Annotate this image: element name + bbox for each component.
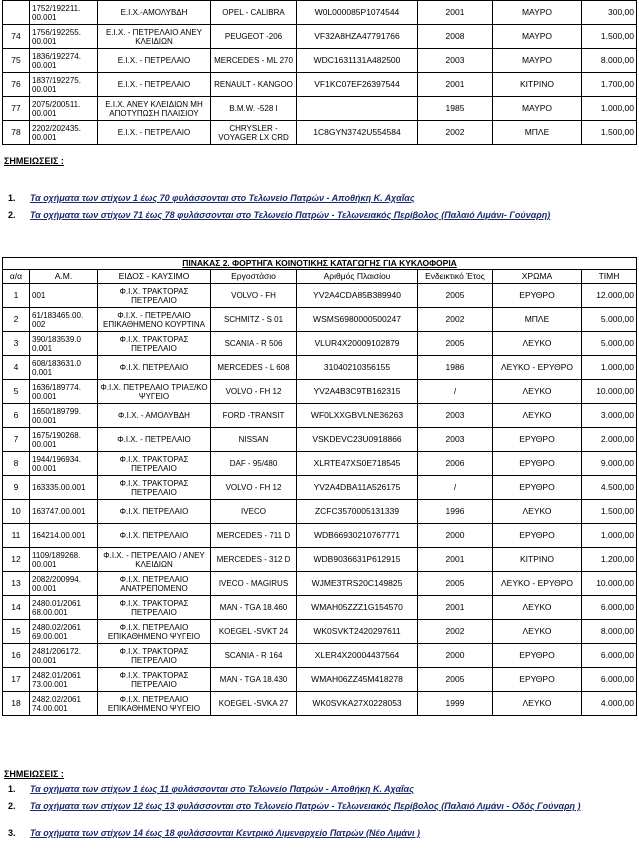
cell-price: 1.200,00 [582, 548, 637, 572]
cell-chassis: WSMS6980000500247 [297, 308, 418, 332]
table-row [3, 380, 637, 404]
cell-am: 1109/189268. 00.001 [30, 548, 98, 572]
cell-color: ΚΙΤΡΙΝΟ [493, 73, 582, 97]
cell-year: 2005 [418, 284, 493, 308]
cell-chassis [297, 97, 418, 121]
table-row [3, 452, 637, 476]
cell-type: Φ.Ι.Χ. ΠΕΤΡΕΛΑΙΟ ΑΝΑΤΡΕΠΟΜΕΝΟ [98, 572, 211, 596]
cell-factory: NISSAN [211, 428, 297, 452]
cell-price: 300,00 [582, 1, 637, 25]
cell-factory: KOEGEL -SVKA 27 [211, 692, 297, 716]
cell-aa: 18 [3, 692, 30, 716]
table-row [3, 428, 637, 452]
cell-factory: MAN - TGA 18.460 [211, 596, 297, 620]
note-number: 2. [8, 801, 16, 811]
notes-title-2: ΣΗΜΕΙΩΣΕΙΣ : [4, 769, 64, 779]
cell-aa: 7 [3, 428, 30, 452]
cell-type: Ε.Ι.Χ. - ΠΕΤΡΕΛΑΙΟ [98, 121, 211, 145]
notes-title-1: ΣΗΜΕΙΩΣΕΙΣ : [4, 156, 64, 166]
cell-price: 4.500,00 [582, 476, 637, 500]
note-item [8, 193, 628, 204]
cell-am: 164214.00.001 [30, 524, 98, 548]
note-text: Τα οχήματα των στίχων 1 έως 11 φυλάσσονται στο Τελωνείο Πατρών - Αποθήκη Κ. Αχαΐας [30, 784, 414, 794]
note-text: Τα οχήματα των στίχων 12 έως 13 φυλάσσονται στο Τελωνείο Πατρών - Τελωνειακός Περίβολος (Παλαιό Λιμάνι - Οδός Γούναρη ) [30, 801, 581, 811]
cell-am: 1650/189799. 00.001 [30, 404, 98, 428]
cell-year: 2008 [418, 25, 493, 49]
cell-am: 1944/196934. 00.001 [30, 452, 98, 476]
cell-chassis: YV2A4CDA85B389940 [297, 284, 418, 308]
cell-color: ΜΠΛΕ [493, 121, 582, 145]
cell-type: Φ.Ι.Χ. ΤΡΑΚΤΟΡΑΣ ΠΕΤΡΕΛΑΙΟ [98, 452, 211, 476]
cell-factory: MAN - TGA 18.430 [211, 668, 297, 692]
cell-year: 2001 [418, 596, 493, 620]
cell-year: 1985 [418, 97, 493, 121]
cell-price: 8.000,00 [582, 49, 637, 73]
cell-year: 2000 [418, 644, 493, 668]
cell-aa: 4 [3, 356, 30, 380]
cell-factory: SCANIA - R 164 [211, 644, 297, 668]
cell-factory: KOEGEL -SVKT 24 [211, 620, 297, 644]
table-row [3, 284, 637, 308]
cell-color: ΕΡΥΘΡΟ [493, 428, 582, 452]
cell-chassis: YV2A4DBA11A526175 [297, 476, 418, 500]
cell-am: 001 [30, 284, 98, 308]
cell-type: Ε.Ι.Χ. - ΠΕΤΡΕΛΑΙΟ [98, 49, 211, 73]
cell-chassis: WMAH05ZZZ1G154570 [297, 596, 418, 620]
cell-type: Φ.Ι.Χ. ΠΕΤΡΕΛΑΙΟ ΕΠΙΚΑΘΗΜΕΝΟ ΨΥΓΕΙΟ [98, 620, 211, 644]
cell-color: ΛΕΥΚΟ [493, 692, 582, 716]
column-header: ΧΡΩΜΑ [493, 270, 582, 284]
note-number: 3. [8, 828, 16, 838]
cell-year: 2005 [418, 332, 493, 356]
cell-type: Φ.Ι.Χ. - ΠΕΤΡΕΛΑΙΟ [98, 428, 211, 452]
cell-year: 2002 [418, 620, 493, 644]
cell-factory: MERCEDES - 312 D [211, 548, 297, 572]
cell-color: ΜΑΥΡΟ [493, 97, 582, 121]
cell-type: Ε.Ι.Χ. ΑΝΕΥ ΚΛΕΙΔΙΩΝ ΜΗ ΑΠΟΤΥΠΩΣΗ ΠΛΑΙΣΙΟΥ [98, 97, 211, 121]
cell-type: Φ.Ι.Χ. ΤΡΑΚΤΟΡΑΣ ΠΕΤΡΕΛΑΙΟ [98, 284, 211, 308]
cell-am: 2481/206172. 00.001 [30, 644, 98, 668]
cell-color: ΕΡΥΘΡΟ [493, 524, 582, 548]
cell-color: ΛΕΥΚΟ [493, 404, 582, 428]
table-row [3, 73, 637, 97]
cell-factory: MERCEDES - 711 D [211, 524, 297, 548]
cell-aa: 16 [3, 644, 30, 668]
cell-factory: VOLVO - FH [211, 284, 297, 308]
cell-aa: 3 [3, 332, 30, 356]
cell-am: 1836/192274. 00.001 [30, 49, 98, 73]
cell-color: ΕΡΥΘΡΟ [493, 452, 582, 476]
note-item [8, 828, 628, 839]
cell-am: 1675/190268. 00.001 [30, 428, 98, 452]
cell-year: / [418, 476, 493, 500]
cell-color: ΜΑΥΡΟ [493, 49, 582, 73]
table-row [3, 1, 637, 25]
cell-year: / [418, 380, 493, 404]
cell-aa: 76 [3, 73, 30, 97]
cell-color: ΛΕΥΚΟ [493, 500, 582, 524]
cell-price: 4.000,00 [582, 692, 637, 716]
cell-year: 2005 [418, 668, 493, 692]
column-header: Α.Μ. [30, 270, 98, 284]
cell-aa: 11 [3, 524, 30, 548]
cell-factory: MERCEDES - ML 270 [211, 49, 297, 73]
table-row [3, 404, 637, 428]
cell-type: Φ.Ι.Χ. ΠΕΤΡΕΛΑΙΟ [98, 356, 211, 380]
cell-color: ΕΡΥΘΡΟ [493, 476, 582, 500]
cell-am: 163335.00.001 [30, 476, 98, 500]
cell-factory: IVECO - MAGIRUS [211, 572, 297, 596]
note-text: Τα οχήματα των στίχων 71 έως 78 φυλάσσονται στο Τελωνείο Πατρών - Τελωνειακός Περίβολος (Παλαιό Λιμάνι- Γούναρη) [30, 210, 551, 220]
cell-chassis: W0L000085P1074544 [297, 1, 418, 25]
cell-year: 2002 [418, 308, 493, 332]
cell-factory: FORD -TRANSIT [211, 404, 297, 428]
table-row [3, 332, 637, 356]
cell-type: Ε.Ι.Χ. - ΠΕΤΡΕΛΑΙΟ [98, 73, 211, 97]
cell-am: 163747.00.001 [30, 500, 98, 524]
cell-chassis: WK0SVKA27X0228053 [297, 692, 418, 716]
cell-chassis: 1C8GYN3742U554584 [297, 121, 418, 145]
cell-price: 6.000,00 [582, 596, 637, 620]
note-item [8, 801, 628, 812]
note-number: 2. [8, 210, 16, 220]
table-row [3, 25, 637, 49]
cell-year: 2000 [418, 524, 493, 548]
cell-chassis: WJME3TRS20C149825 [297, 572, 418, 596]
cell-am: 2075/200511. 00.001 [30, 97, 98, 121]
cell-type: Φ.Ι.Χ. ΠΕΤΡΕΛΑΙΟ [98, 500, 211, 524]
cell-factory: DAF - 95/480 [211, 452, 297, 476]
cell-aa: 2 [3, 308, 30, 332]
cell-chassis: 31040210356155 [297, 356, 418, 380]
cell-type: Φ.Ι.Χ. - ΠΕΤΡΕΛΑΙΟ ΕΠΙΚΑΘΗΜΕΝΟ ΚΟΥΡΤΙΝΑ [98, 308, 211, 332]
cell-color: ΜΑΥΡΟ [493, 1, 582, 25]
table-2-title: ΠΙΝΑΚΑΣ 2. ΦΟΡΤΗΓΑ ΚΟΙΝΟΤΙΚΗΣ ΚΑΤΑΓΩΓΗΣ ΓΙΑ ΚΥΚΛΟΦΟΡΙΑ [3, 258, 637, 270]
cell-color: ΛΕΥΚΟ [493, 380, 582, 404]
column-header: Εργοστάσιο [211, 270, 297, 284]
cell-year: 1999 [418, 692, 493, 716]
cell-aa: 13 [3, 572, 30, 596]
cell-chassis: WK0SVKT2420297611 [297, 620, 418, 644]
cell-factory: VOLVO - FH 12 [211, 476, 297, 500]
cell-color: ΛΕΥΚΟ - ΕΡΥΘΡΟ [493, 572, 582, 596]
cell-type: Φ.Ι.Χ. ΠΕΤΡΕΛΑΙΟ ΤΡΙΑΞ/ΚΟ ΨΥΓΕΙΟ [98, 380, 211, 404]
cell-aa: 1 [3, 284, 30, 308]
cell-price: 5.000,00 [582, 308, 637, 332]
cell-am: 2202/202435. 00.001 [30, 121, 98, 145]
cell-chassis: VSKDEVC23U0918866 [297, 428, 418, 452]
cell-price: 12.000,00 [582, 284, 637, 308]
cell-type: Φ.Ι.Χ. - ΑΜΟΛΥΒΔΗ [98, 404, 211, 428]
cell-factory: B.M.W. -528 I [211, 97, 297, 121]
cell-factory: CHRYSLER - VOYAGER LX CRD [211, 121, 297, 145]
cell-factory: RENAULT - KANGOO [211, 73, 297, 97]
column-header: Αριθμός Πλαισίου [297, 270, 418, 284]
cell-chassis: WF0LXXGBVLNE36263 [297, 404, 418, 428]
cell-chassis: XLER4X20004437564 [297, 644, 418, 668]
cell-price: 1.000,00 [582, 356, 637, 380]
cell-year: 1986 [418, 356, 493, 380]
cell-am: 2482.02/2061 74.00.001 [30, 692, 98, 716]
cell-color: ΕΡΥΘΡΟ [493, 284, 582, 308]
table-row [3, 476, 637, 500]
note-item [8, 784, 628, 795]
cell-year: 2006 [418, 452, 493, 476]
table-row [3, 308, 637, 332]
note-text: Τα οχήματα των στίχων 1 έως 70 φυλάσσονται στο Τελωνείο Πατρών - Αποθήκη Κ. Αχαΐας [30, 193, 415, 203]
cell-type: Ε.Ι.Χ. - ΠΕΤΡΕΛΑΙΟ ΑΝΕΥ ΚΛΕΙΔΙΩΝ [98, 25, 211, 49]
cell-am: 608/183631.0 0.001 [30, 356, 98, 380]
cell-price: 1.500,00 [582, 25, 637, 49]
cell-chassis: ZCFC3570005131339 [297, 500, 418, 524]
cell-aa: 8 [3, 452, 30, 476]
cell-type: Ε.Ι.Χ.-ΑΜΟΛΥΒΔΗ [98, 1, 211, 25]
table-row [3, 668, 637, 692]
cell-year: 2001 [418, 548, 493, 572]
cell-year: 2001 [418, 73, 493, 97]
cell-aa: 15 [3, 620, 30, 644]
table-row [3, 500, 637, 524]
cell-color: ΕΡΥΘΡΟ [493, 644, 582, 668]
cell-am: 2082/200994. 00.001 [30, 572, 98, 596]
table-row [3, 644, 637, 668]
cell-chassis: WDB9036631P612915 [297, 548, 418, 572]
cell-aa: 74 [3, 25, 30, 49]
table-row [3, 692, 637, 716]
note-number: 1. [8, 193, 16, 203]
cell-aa: 78 [3, 121, 30, 145]
cell-am: 2480.02/2061 69.00.001 [30, 620, 98, 644]
cell-color: ΜΠΛΕ [493, 308, 582, 332]
table-row [3, 121, 637, 145]
cell-am: 1752/192211. 00.001 [30, 1, 98, 25]
cell-year: 1996 [418, 500, 493, 524]
table-row [3, 572, 637, 596]
column-header: α/α [3, 270, 30, 284]
cell-am: 1756/192255. 00.001 [30, 25, 98, 49]
cell-type: Φ.Ι.Χ. ΤΡΑΚΤΟΡΑΣ ΠΕΤΡΕΛΑΙΟ [98, 596, 211, 620]
cell-chassis: VF32A8HZA47791766 [297, 25, 418, 49]
cell-price: 6.000,00 [582, 644, 637, 668]
cell-year: 2005 [418, 572, 493, 596]
cell-type: Φ.Ι.Χ. ΤΡΑΚΤΟΡΑΣ ΠΕΤΡΕΛΑΙΟ [98, 476, 211, 500]
cell-aa: 9 [3, 476, 30, 500]
cell-price: 1.500,00 [582, 500, 637, 524]
vehicles-table-2 [2, 257, 637, 716]
cell-aa: 12 [3, 548, 30, 572]
cell-factory: SCANIA - R 506 [211, 332, 297, 356]
column-header: ΤΙΜΗ [582, 270, 637, 284]
cell-color: ΚΙΤΡΙΝΟ [493, 548, 582, 572]
cell-chassis: WMAH06ZZ45M418278 [297, 668, 418, 692]
cell-am: 390/183539.0 0.001 [30, 332, 98, 356]
cell-chassis: YV2A4B3C9TB162315 [297, 380, 418, 404]
cell-chassis: XLRTE47XS0E718545 [297, 452, 418, 476]
cell-year: 2003 [418, 428, 493, 452]
vehicles-table-1 [2, 0, 637, 145]
cell-am: 1837/192275. 00.001 [30, 73, 98, 97]
cell-type: Φ.Ι.Χ. ΠΕΤΡΕΛΑΙΟ ΕΠΙΚΑΘΗΜΕΝΟ ΨΥΓΕΙΟ [98, 692, 211, 716]
cell-year: 2003 [418, 404, 493, 428]
cell-chassis: VF1KC07EF26397544 [297, 73, 418, 97]
cell-factory: MERCEDES - L 608 [211, 356, 297, 380]
note-number: 1. [8, 784, 16, 794]
cell-aa [3, 1, 30, 25]
cell-price: 10.000,00 [582, 572, 637, 596]
cell-factory: PEUGEOT -206 [211, 25, 297, 49]
cell-am: 61/183465.00. 002 [30, 308, 98, 332]
table-row [3, 596, 637, 620]
table-row [3, 548, 637, 572]
cell-aa: 17 [3, 668, 30, 692]
cell-price: 1.000,00 [582, 97, 637, 121]
cell-aa: 10 [3, 500, 30, 524]
column-header: Ενδεικτικό Έτος [418, 270, 493, 284]
cell-price: 8.000,00 [582, 620, 637, 644]
cell-price: 10.000,00 [582, 380, 637, 404]
column-header: ΕΙΔΟΣ - ΚΑΥΣΙΜΟ [98, 270, 211, 284]
note-item [8, 210, 628, 221]
cell-price: 3.000,00 [582, 404, 637, 428]
cell-color: ΛΕΥΚΟ [493, 620, 582, 644]
cell-color: ΛΕΥΚΟ [493, 596, 582, 620]
cell-price: 9.000,00 [582, 452, 637, 476]
cell-aa: 6 [3, 404, 30, 428]
cell-price: 2.000,00 [582, 428, 637, 452]
cell-price: 6.000,00 [582, 668, 637, 692]
cell-aa: 5 [3, 380, 30, 404]
cell-year: 2002 [418, 121, 493, 145]
cell-price: 5.000,00 [582, 332, 637, 356]
cell-factory: OPEL - CALIBRA [211, 1, 297, 25]
cell-color: ΛΕΥΚΟ [493, 332, 582, 356]
cell-am: 2482.01/2061 73.00.001 [30, 668, 98, 692]
cell-am: 1636/189774. 00.001 [30, 380, 98, 404]
cell-aa: 77 [3, 97, 30, 121]
table-row [3, 49, 637, 73]
cell-type: Φ.Ι.Χ. - ΠΕΤΡΕΛΑΙΟ / ΑΝΕΥ ΚΛΕΙΔΙΩΝ [98, 548, 211, 572]
cell-type: Φ.Ι.Χ. ΤΡΑΚΤΟΡΑΣ ΠΕΤΡΕΛΑΙΟ [98, 332, 211, 356]
cell-chassis: WDC1631131A482500 [297, 49, 418, 73]
cell-aa: 14 [3, 596, 30, 620]
cell-factory: SCHMITZ - S 01 [211, 308, 297, 332]
cell-price: 1.000,00 [582, 524, 637, 548]
cell-price: 1.500,00 [582, 121, 637, 145]
cell-color: ΕΡΥΘΡΟ [493, 668, 582, 692]
cell-factory: VOLVO - FH 12 [211, 380, 297, 404]
cell-price: 1.700,00 [582, 73, 637, 97]
cell-chassis: WDB66930210767771 [297, 524, 418, 548]
table-row [3, 97, 637, 121]
table-row [3, 620, 637, 644]
table-row [3, 356, 637, 380]
cell-type: Φ.Ι.Χ. ΤΡΑΚΤΟΡΑΣ ΠΕΤΡΕΛΑΙΟ [98, 668, 211, 692]
cell-am: 2480.01/2061 68.00.001 [30, 596, 98, 620]
note-text: Τα οχήματα των στίχων 14 έως 18 φυλάσσονται Κεντρικό Λιμεναρχείο Πατρών (Νέο Λιμάνι ) [30, 828, 421, 838]
cell-color: ΜΑΥΡΟ [493, 25, 582, 49]
cell-type: Φ.Ι.Χ. ΠΕΤΡΕΛΑΙΟ [98, 524, 211, 548]
cell-chassis: VLUR4X20009102879 [297, 332, 418, 356]
cell-year: 2003 [418, 49, 493, 73]
cell-aa: 75 [3, 49, 30, 73]
cell-type: Φ.Ι.Χ. ΤΡΑΚΤΟΡΑΣ ΠΕΤΡΕΛΑΙΟ [98, 644, 211, 668]
cell-year: 2001 [418, 1, 493, 25]
cell-color: ΛΕΥΚΟ - ΕΡΥΘΡΟ [493, 356, 582, 380]
table-row [3, 524, 637, 548]
cell-factory: IVECO [211, 500, 297, 524]
